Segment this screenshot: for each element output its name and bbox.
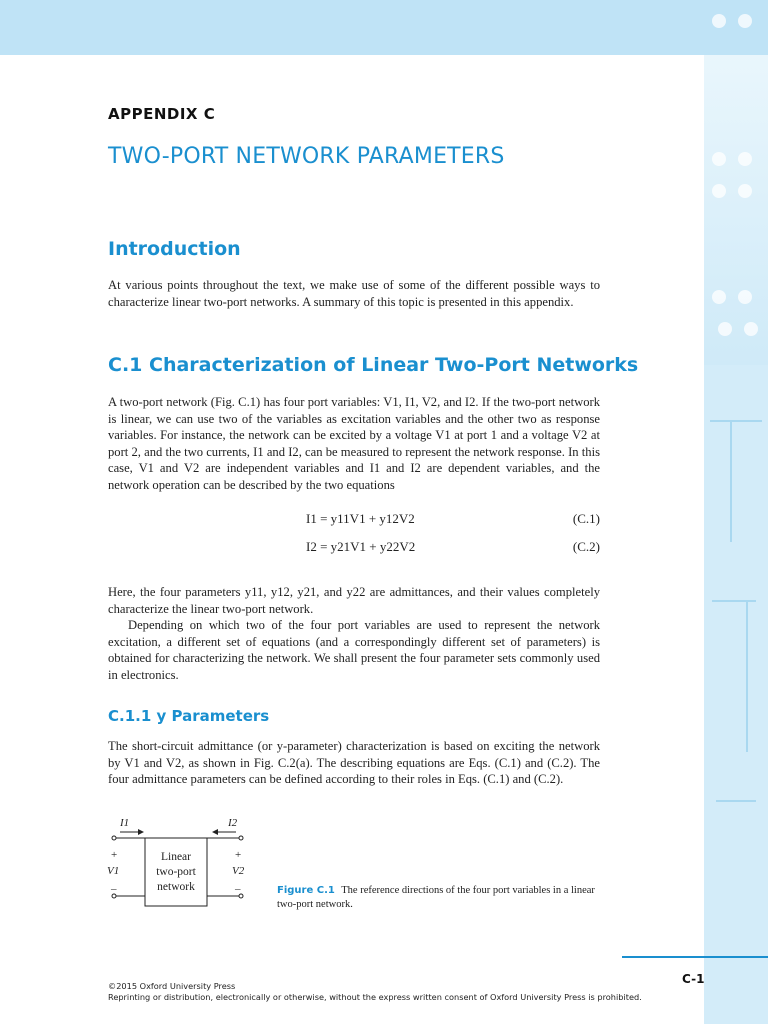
- side-decorative-band-upper: [704, 55, 768, 365]
- equation-number: (C.2): [572, 539, 600, 554]
- decor-circuit-line: [746, 602, 748, 752]
- section-heading-introduction: Introduction: [108, 238, 241, 260]
- decor-dot: [738, 184, 752, 198]
- section-heading-y-parameters: C.1.1 y Parameters: [108, 707, 270, 725]
- label-i2: I2: [228, 817, 238, 829]
- figure-caption: [277, 884, 607, 912]
- plus-port2: +: [235, 849, 242, 861]
- two-port-network-figure: [100, 812, 260, 912]
- decor-circuit-line: [716, 800, 756, 802]
- decor-dot: [712, 290, 726, 304]
- decor-dot: [738, 14, 752, 28]
- box-label-line: network: [157, 881, 195, 893]
- paragraph-parameter-sets: Depending on which two of the four port variables are used to represent the network excitation, a different set of equations (and a correspondingly different set of parameters) is obtained for characterizing the network. We shall present the four parameter sets commonly used in electronics.: [108, 618, 600, 682]
- decor-circuit-line: [730, 422, 732, 542]
- paragraph-introduction: At various points throughout the text, we make use of some of the different possible ways to characterize linear two-port networks. A summary of this topic is presented in this appendix.: [108, 278, 600, 309]
- copyright-notice: Reprinting or distribution, electronically or otherwise, without the express written consent of Oxford University Press is prohibited.: [108, 992, 642, 1002]
- footer-rule: [622, 956, 768, 958]
- paragraph-parameters: Here, the four parameters y11, y12, y21, and y22 are admittances, and their values completely characterize the linear two-port network.: [108, 585, 600, 616]
- paragraph-c1-description: A two-port network (Fig. C.1) has four port variables: V1, I1, V2, and I2. If the two-port network is linear, we can use two of the variables as excitation variables and the other two as response variables. For instance, the network can be excited by a voltage V1 at port 1 and a voltage V2 at port 2, and the two currents, I1 and I2, can be measured to represent the network response. In this case, V1 and V2 are independent variables and I1 and I2 are dependent variables, and the network operation can be described by the two equations: [108, 395, 600, 492]
- figure-label: Figure C.1: [277, 885, 335, 896]
- minus-port1: –: [111, 883, 117, 895]
- figure-caption-text: The reference directions of the four port variables in a linear two-port network.: [277, 885, 595, 910]
- arrow-head: [212, 829, 218, 835]
- paragraph-y-parameters: The short-circuit admittance (or y-parameter) characterization is based on exciting the network by V1 and V2, as shown in Fig. C.2(a). The describing equations are Eqs. (C.1) and (C.2). The four admittance parameters can be defined according to their roles in Eqs. (C.1) and (C.2).: [108, 739, 600, 787]
- decor-circuit-line: [710, 420, 762, 422]
- decor-dot: [712, 152, 726, 166]
- chapter-title: TWO-PORT NETWORK PARAMETERS: [108, 144, 505, 169]
- box-label-line: Linear: [160, 851, 192, 863]
- decor-dot: [712, 184, 726, 198]
- equation-number: (C.1): [572, 511, 600, 526]
- equation-text: I1 = y11V1 + y12V2: [306, 511, 415, 526]
- equation-text: I2 = y21V1 + y22V2: [306, 539, 416, 554]
- top-decorative-band: [0, 0, 768, 55]
- box-label-line: two-port: [156, 866, 196, 878]
- equation-c2: [306, 539, 600, 555]
- section-heading-c1: C.1 Characterization of Linear Two-Port Networks: [108, 354, 639, 376]
- arrow-head: [138, 829, 144, 835]
- plus-port1: +: [111, 849, 118, 861]
- minus-port2: –: [235, 883, 241, 895]
- decor-dot: [738, 290, 752, 304]
- terminal: [112, 836, 116, 840]
- copyright-line: ©2015 Oxford University Press: [108, 981, 236, 991]
- label-i1: I1: [120, 817, 130, 829]
- terminal: [239, 836, 243, 840]
- label-v1: V1: [107, 865, 120, 877]
- appendix-label: APPENDIX C: [108, 105, 216, 123]
- decor-dot: [738, 152, 752, 166]
- decor-circuit-line: [712, 600, 756, 602]
- equation-c1: [306, 511, 600, 527]
- page-number: C-1: [682, 972, 705, 986]
- footer-copyright: [108, 981, 698, 1003]
- decor-dot: [712, 14, 726, 28]
- label-v2: V2: [232, 865, 245, 877]
- decor-dot: [718, 322, 732, 336]
- decor-dot: [744, 322, 758, 336]
